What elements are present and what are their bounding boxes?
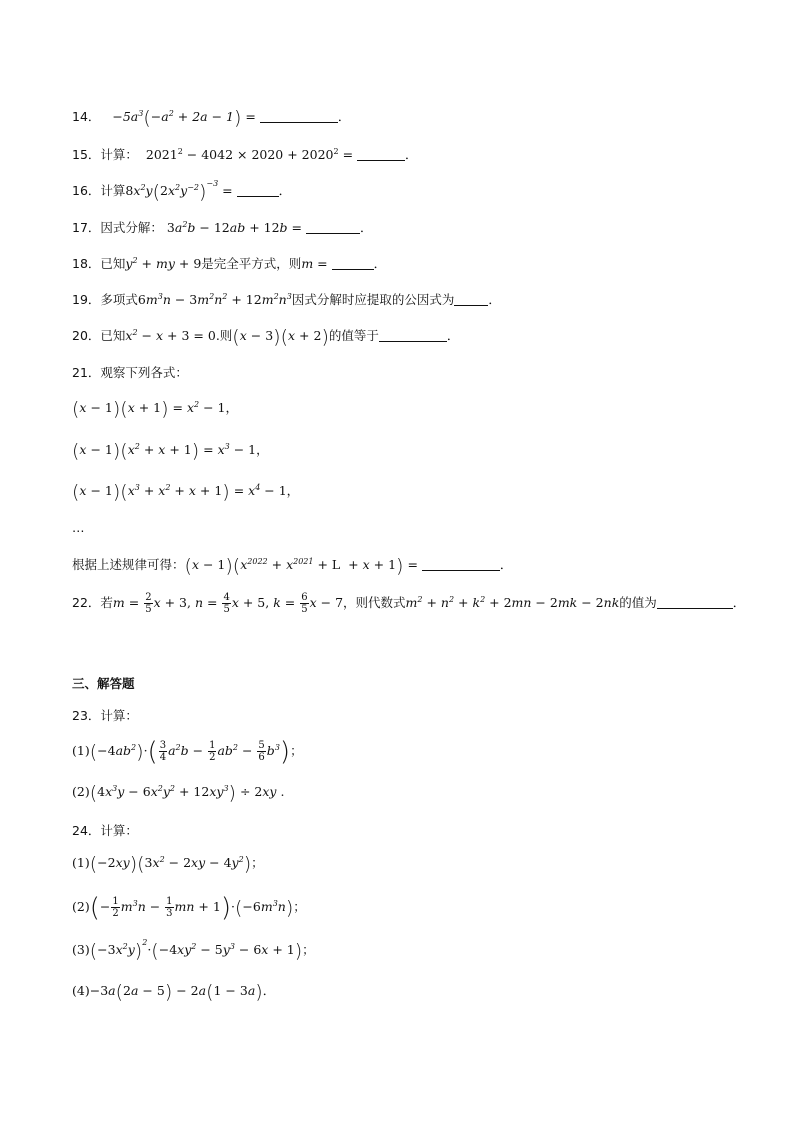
math-expression: (x − 3)(x + 2) <box>232 326 329 348</box>
ellipsis-text: … <box>72 520 85 535</box>
problem-text: 因式分解： <box>100 220 163 235</box>
math-expression: $(x - 1)(x^2 + x + 1) = x^3 - 1$， <box>72 440 269 462</box>
problem-17: 17．因式分解： $3a^2b - 12ab + 12b$ = ． <box>72 220 373 235</box>
problem-text: 计算 <box>100 183 126 198</box>
problem-number: 15． <box>72 147 101 162</box>
answer-blank[interactable] <box>657 596 733 609</box>
math-expression: $(-2xy)(3x^2 - 2xy - 4y^2)$； <box>89 853 264 875</box>
pattern-line-3 <box>72 481 299 503</box>
problem-text: 已知 <box>100 328 126 343</box>
problem-24-part-3 <box>72 940 315 962</box>
math-expression: m = $\frac{2}{5}$ x + 3, n = $\frac{4}{5}$ x + 5, k = $\frac{6}{5}$ x − 7 <box>112 592 344 615</box>
pattern-line-2 <box>72 440 269 462</box>
problem-24-part-4 <box>72 981 275 1003</box>
math-expression: $y^2$ + my + 9 <box>125 256 202 271</box>
problem-text: 已知 <box>100 256 126 271</box>
problem-text: 计算： <box>100 708 138 723</box>
pattern-line-1 <box>72 398 238 420</box>
problem-text: 是完全平方式，则 <box>201 256 302 271</box>
problem-24-part-1 <box>72 853 264 875</box>
answer-blank[interactable] <box>332 257 374 270</box>
sub-number: (1) <box>72 743 90 758</box>
sub-number: (2) <box>72 784 90 799</box>
problem-text: 的值为 <box>619 595 657 610</box>
math-expression: $m^2 + n^2 + k^2 + 2mn - 2mk - 2nk$ <box>405 595 620 610</box>
answer-blank[interactable] <box>306 221 360 234</box>
problem-text: 的值等于 <box>328 328 379 343</box>
math-expression: $8x^2y(2x^2y^{-2})^{-3}$ = <box>125 179 237 203</box>
problem-23 <box>72 706 138 724</box>
answer-blank[interactable] <box>260 110 338 123</box>
problem-text: 多项式 <box>100 292 138 307</box>
sub-number: (1) <box>72 855 90 870</box>
problem-24 <box>72 821 138 839</box>
answer-blank[interactable] <box>454 293 488 306</box>
math-expression: (− $\frac{1}{2}$ $m^3n$ − $\frac{1}{3}$ mn + $1)\cdot(-6m^3n)$； <box>89 893 306 923</box>
problem-text: 根据上述规律可得： <box>72 557 185 572</box>
problem-24-part-2 <box>72 893 306 923</box>
sub-number: (2) <box>72 899 90 914</box>
math-expression: $(4x^3y - 6x^2y^2 + 12xy^3) \div 2xy$ . <box>89 782 285 804</box>
problem-23-part-2 <box>72 782 284 804</box>
math-expression: $(-3x^2y)^2\cdot(-4xy^2 - 5y^3 - 6x + 1)$； <box>89 938 315 962</box>
problem-text: 计算： <box>100 823 138 838</box>
problem-text: 若 <box>100 595 113 610</box>
problem-18: 18．已知$y^2$ + my + 9是完全平方式，则m = ． <box>72 256 387 271</box>
problem-text: 因式分解时应提取的公因式为 <box>291 292 455 307</box>
problem-number: 21． <box>72 365 101 380</box>
problem-number: 18． <box>72 256 101 271</box>
math-expression: −3a(2a − 5) − 2a(1 − 3a)． <box>89 981 276 1003</box>
math-expression: $(x - 1)(x^3 + x^2 + x + 1) = x^4 - 1$， <box>72 481 300 503</box>
problem-number: 19． <box>72 292 101 307</box>
math-expression: $(x - 1)(x^{2022} + x^{2021} + L + x + 1)$ = <box>184 555 422 577</box>
problem-16: 16．计算$8x^2y(2x^2y^{-2})^{-3}$ = ． <box>72 179 292 203</box>
math-expression: $(-4ab^2)\cdot$( $\frac{3}{4}$ $a^2b$ − $\frac{1}{2}$ $ab^2$ − $\frac{5}{6}$ $b^3$)； <box>89 737 303 767</box>
problem-23-part-1 <box>72 737 303 767</box>
ellipsis <box>72 520 85 535</box>
problem-number: 20． <box>72 328 101 343</box>
sub-number: (4) <box>72 983 90 998</box>
problem-22: 22．若m = $\frac{2}{5}$ x + 3, n = $\frac{4}{5}$ x + 5, k = $\frac{6}{5}$ x − 7，则代数式$m^2 + n^2 + k^2 + 2mn - 2mk - 2nk$的值为 ． <box>72 592 746 615</box>
answer-blank[interactable] <box>379 329 447 342</box>
problem-number: 24． <box>72 823 101 838</box>
problem-20: 20．已知$x^2 - x + 3 = 0$.则(x − 3)(x + 2)的值等于 ． <box>72 326 460 348</box>
problem-19: 19．多项式$6m^3n - 3m^2n^2 + 12m^2n^3$因式分解时应提取的公因式为 ． <box>72 292 501 307</box>
problem-number: 16． <box>72 183 101 198</box>
problem-number: 14． <box>72 109 101 124</box>
math-expression: $x^2 - x + 3 = 0$ <box>125 328 216 343</box>
problem-text: 观察下列各式： <box>100 365 188 380</box>
math-expression: $(x - 1)(x + 1) = x^2 - 1$， <box>72 398 239 420</box>
problem-text: .则 <box>215 328 233 343</box>
section-title: 三、解答题 <box>72 676 135 691</box>
math-expression: $-5a^3(-a^2 + 2a - 1)$ = <box>112 107 260 129</box>
math-expression: $6m^3n - 3m^2n^2 + 12m^2n^3$ <box>137 292 292 307</box>
answer-blank[interactable] <box>237 184 279 197</box>
math-expression: m = <box>301 256 332 271</box>
answer-blank[interactable] <box>422 558 500 571</box>
sub-number: (3) <box>72 942 90 957</box>
problem-number: 23． <box>72 708 101 723</box>
pattern-rule: 根据上述规律可得：$(x - 1)(x^{2022} + x^{2021} + L + x + 1)$ = ． <box>72 555 513 577</box>
math-expression: $3a^2b - 12ab + 12b$ = <box>166 220 306 235</box>
problem-number: 17． <box>72 220 101 235</box>
problem-15: 15．计算： $2021^2 - 4042 \times 2020 + 2020^2$ = ． <box>72 147 418 162</box>
answer-blank[interactable] <box>357 148 405 161</box>
problem-text: ，则代数式 <box>343 595 406 610</box>
problem-14: 14． $-5a^3(-a^2 + 2a - 1)$ = ． <box>72 107 351 129</box>
problem-text: 计算： <box>100 147 138 162</box>
problem-21 <box>72 363 188 381</box>
problem-number: 22． <box>72 595 101 610</box>
math-expression: $2021^2 - 4042 \times 2020 + 2020^2$ = <box>141 147 358 162</box>
